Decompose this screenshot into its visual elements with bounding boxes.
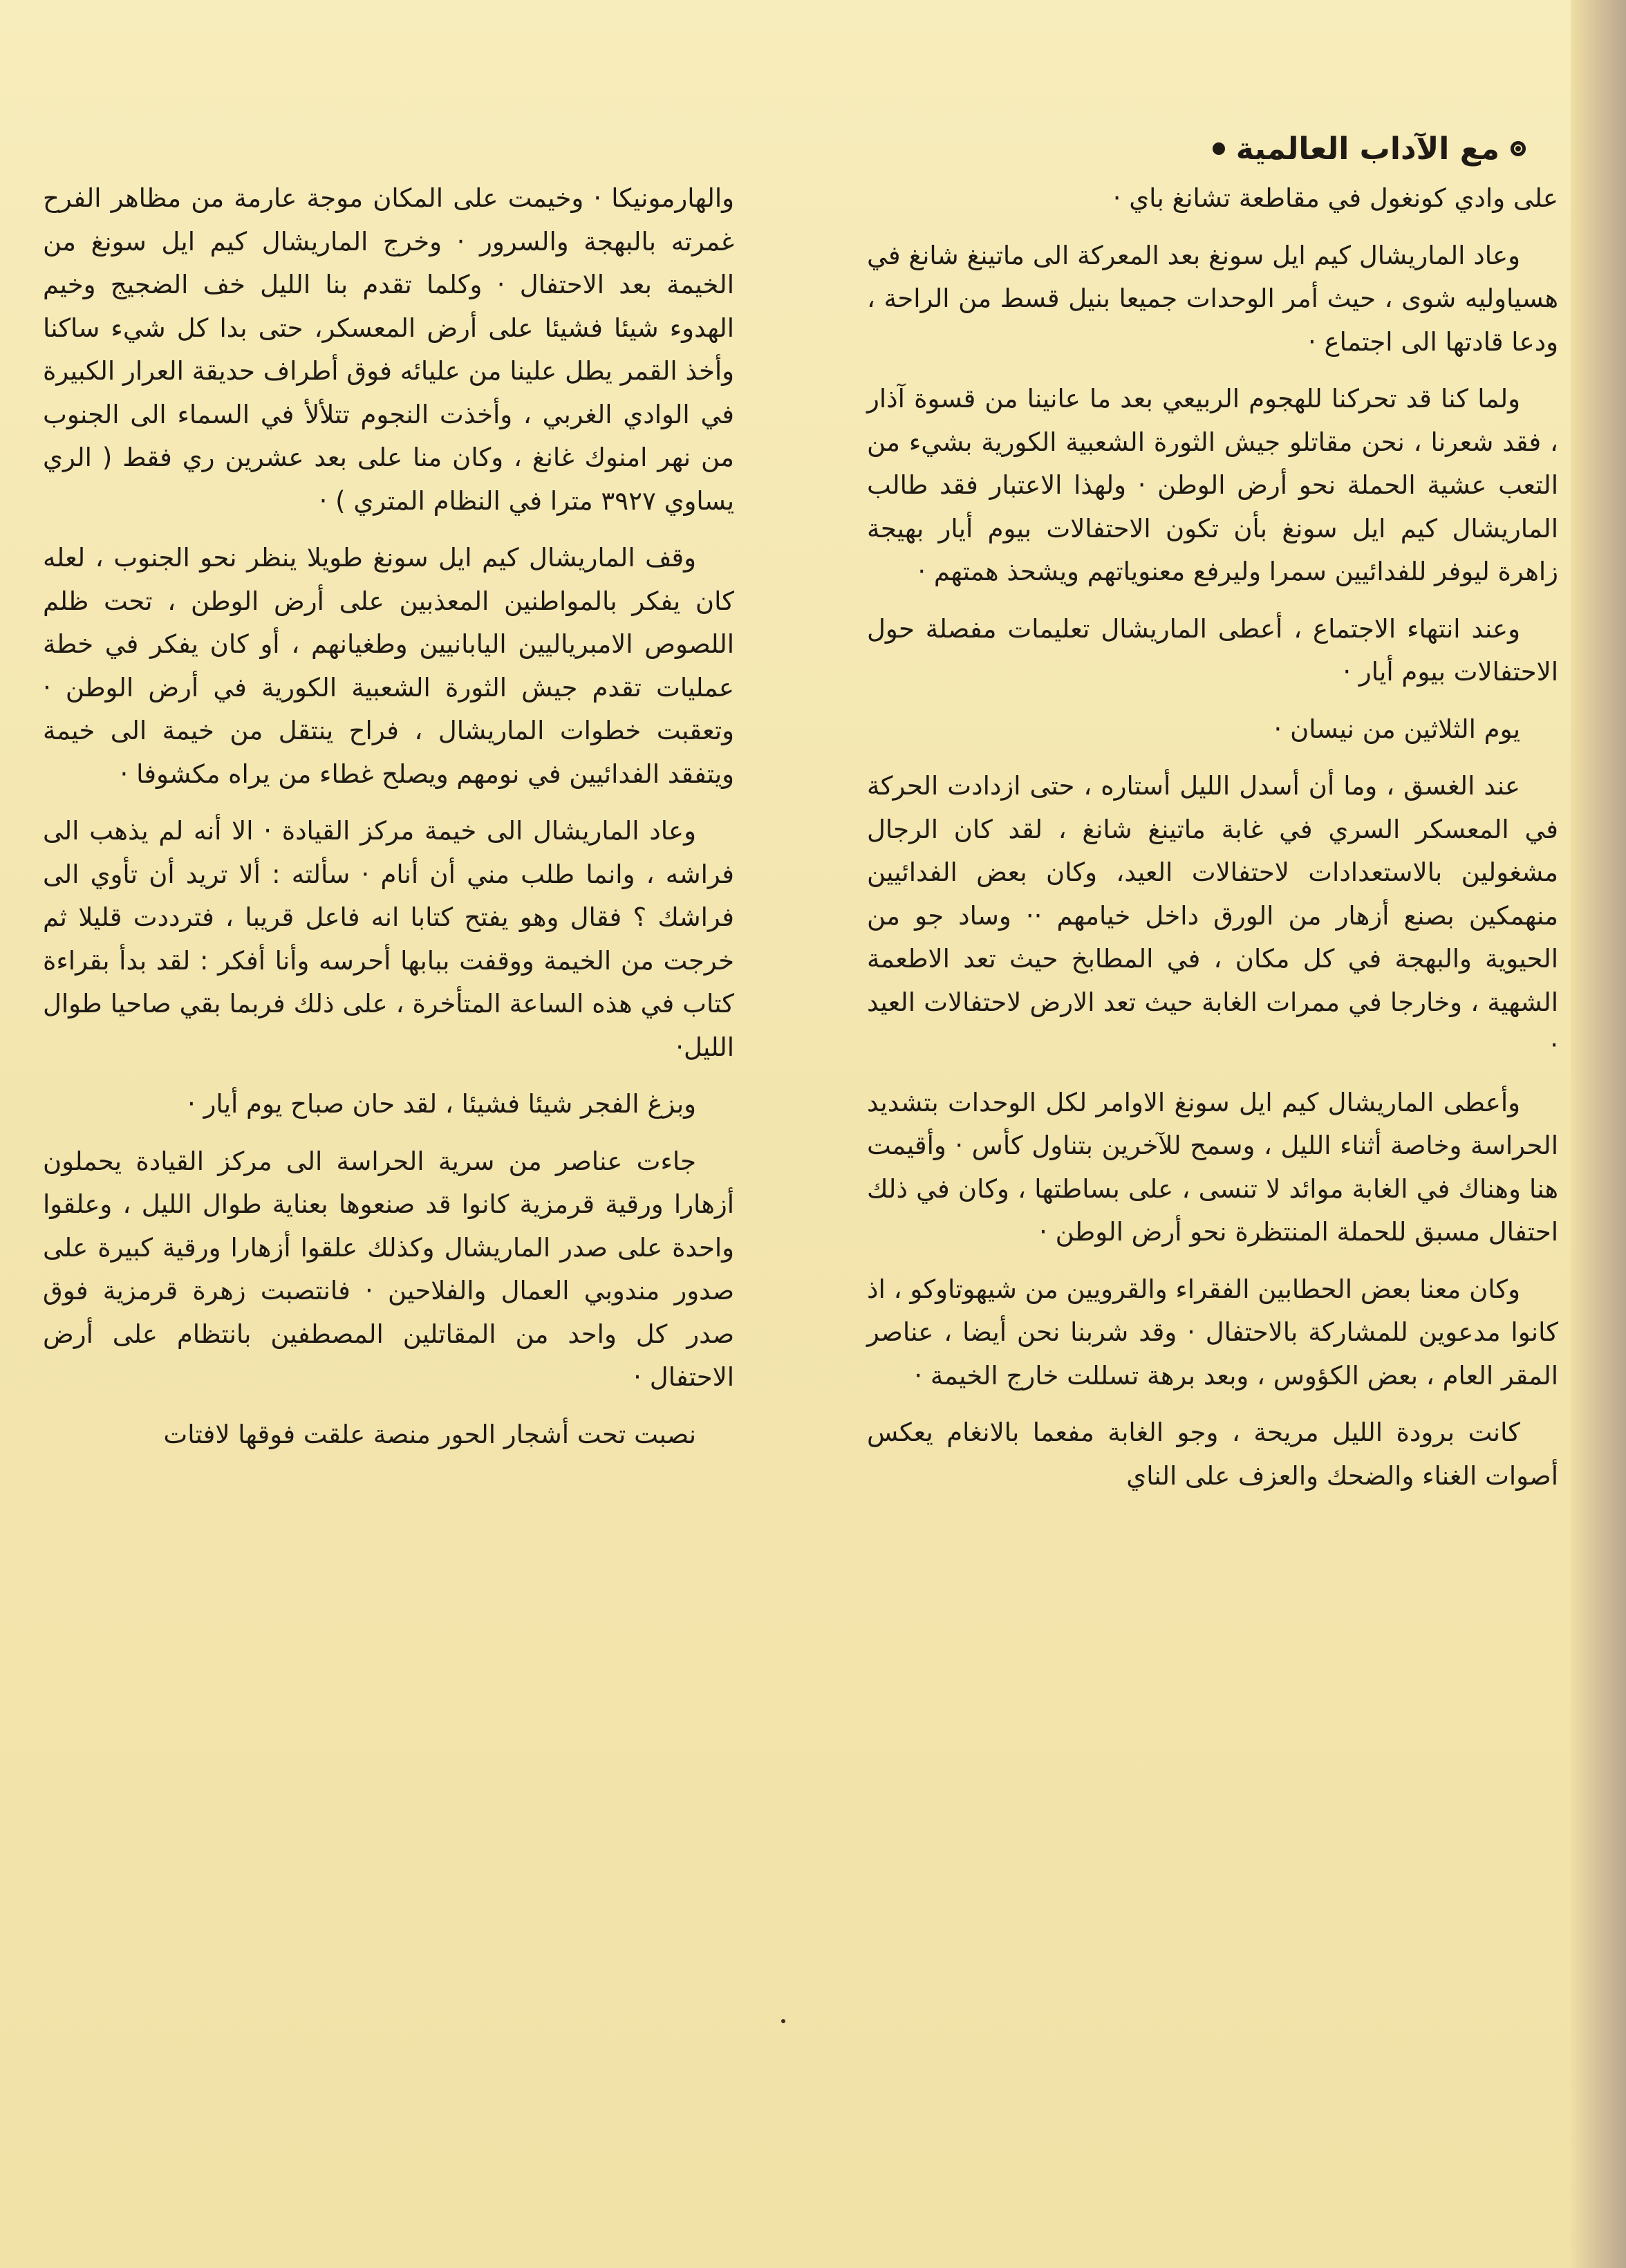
header-bullet-icon — [1213, 142, 1225, 155]
paragraph: وقف الماريشال كيم ايل سونغ طويلا ينظر نحو الجنوب ، لعله كان يفكر بالمواطنين المعذبين على أرض الوطن ، تحت ظلم اللصوص الامبرياليين اليابانيين وطغيانهم ، أو كان يفكر في خطة عمليات تقدم جيش الثورة الشعبية الكورية في أرض الوطن · وتعقبت خطوات الماريشال ، فراح ينتقل من خيمة الى خيمة ويتفقد الفدائيين في نومهم ويصلح غطاء من يراه مكشوفا · — [43, 543, 734, 789]
paragraph: وعند انتهاء الاجتماع ، أعطى الماريشال تعليمات مفصلة حول الاحتفالات بيوم أيار · — [867, 613, 1558, 687]
article-column-left — [43, 177, 734, 2092]
paragraph: جاءت عناصر من سرية الحراسة الى مركز القيادة يحملون أزهارا ورقية قرمزية كانوا قد صنعوها بعناية طوال الليل ، وعلقوا واحدة على صدر الماريشال وكذلك علقوا أزهارا ورقية كبيرة على صدور مندوبي العمال والفلاحين · فانتصبت زهرة قرمزية فوق صدر كل واحد من المقاتلين المصطفين بانتظام على أرض الاحتفال · — [43, 1146, 734, 1392]
paragraph: وأعطى الماريشال كيم ايل سونغ الاوامر لكل الوحدات بتشديد الحراسة وخاصة أثناء الليل ، وسمح للآخرين بتناول كأس · وأقيمت هنا وهناك في الغابة موائد لا تنسى ، على بساطتها ، وكان في ذلك احتفال مسبق للحملة المنتظرة نحو أرض الوطن · — [867, 1087, 1558, 1247]
section-title: مع الآداب العالمية — [1235, 131, 1499, 167]
paragraph: على وادي كونغول في مقاطعة تشانغ باي · — [1112, 183, 1558, 213]
paragraph: والهارمونيكا · وخيمت على المكان موجة عارمة من مظاهر الفرح غمرته بالبهجة والسرور · وخرج الماريشال كيم ايل سونغ من الخيمة بعد الاحتفال · وكلما تقدم بنا الليل خف الضجيج وخيم الهدوء شيئا فشيئا على أرض المعسكر، حتى بدا كل شيء ساكنا وأخذ القمر يطل علينا من عليائه فوق أطراف حديقة العرار الكبيرة في الوادي الغربي ، وأخذت النجوم تتلألأ في السماء الى الجنوب من نهر امنوك غانغ ، وكان منا على بعد عشرين ري فقط ( الري يساوي ٣٩٢٧ مترا في النظام المتري ) · — [43, 183, 734, 516]
paragraph: نصبت تحت أشجار الحور منصة علقت فوقها لافتات — [163, 1419, 696, 1449]
paragraph: عند الغسق ، وما أن أسدل الليل أستاره ، حتى ازدادت الحركة في المعسكر السري في غابة ماتينغ شانغ ، لقد كان الرجال مشغولين بالاستعدادات لاحتفالات العيد، وكان بعض الفدائيين منهمكين بصنع أزهار من الورق داخل خيامهم ·· وساد جو من الحيوية والبهجة في كل مكان ، في المطابخ حيث تعد الاطعمة الشهية ، وخارجا في ممرات الغابة حيث تعد الارض لاحتفالات العيد · — [867, 771, 1558, 1060]
paragraph: وبزغ الفجر شيئا فشيئا ، لقد حان صباح يوم أيار · — [187, 1089, 696, 1119]
paragraph: وكان معنا بعض الحطابين الفقراء والقرويين من شيهوتاوكو ، اذ كانوا مدعوين للمشاركة بالاحتفال · وقد شربنا نحن أيضا ، عناصر المقر العام ، بعض الكؤوس ، وبعد برهة تسللت خارج الخيمة · — [867, 1274, 1558, 1391]
stray-mark — [781, 2019, 785, 2023]
paragraph: وعاد الماريشال كيم ايل سونغ بعد المعركة الى ماتينغ شانغ في هسياوليه شوى ، حيث أمر الوحدات جميعا بنيل قسط من الراحة ، ودعا قادتها الى اجتماع · — [867, 240, 1558, 357]
paragraph: وعاد الماريشال الى خيمة مركز القيادة · الا أنه لم يذهب الى فراشه ، وانما طلب مني أن أنام · سألته : ألا تريد أن تأوي الى فراشك ؟ فقال وهو يفتح كتابا انه فاعل قريبا ، فترددت قليلا ثم خرجت من الخيمة ووقفت ببابها أحرسه وأنا أفكر : لقد بدأ بقراءة كتاب في هذه الساعة المتأخرة ، على ذلك فربما بقي صاحيا طوال الليل· — [43, 816, 734, 1062]
paragraph: يوم الثلاثين من نيسان · — [1273, 714, 1520, 744]
page-edge-shadow — [1571, 0, 1626, 2268]
article-column-right — [867, 177, 1558, 2092]
header-ornament-icon — [1511, 141, 1526, 156]
section-header — [1152, 124, 1526, 173]
paragraph: كانت برودة الليل مريحة ، وجو الغابة مفعما بالانغام يعكس أصوات الغناء والضحك والعزف على الناي — [867, 1418, 1558, 1491]
paragraph: ولما كنا قد تحركنا للهجوم الربيعي بعد ما عانينا من قسوة آذار ، فقد شعرنا ، نحن مقاتلو جيش الثورة الشعبية الكورية بشيء من التعب عشية الحملة نحو أرض الوطن · ولهذا الاعتبار فقد طالب الماريشال كيم ايل سونغ بأن تكون الاحتفالات بيوم أيار بهيجة زاهرة ليوفر للفدائيين سمرا وليرفع معنوياتهم ويشحذ همتهم · — [867, 384, 1558, 586]
